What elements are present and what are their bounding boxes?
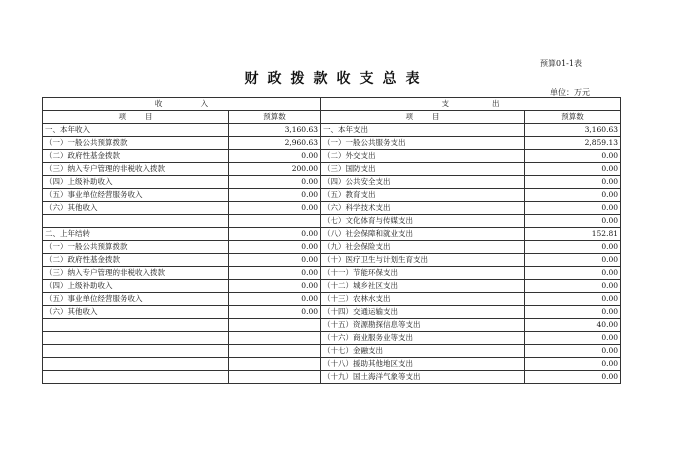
- income-value-cell: [229, 358, 321, 371]
- income-item-cell: [43, 345, 229, 358]
- expense-value-cell: 0.00: [525, 332, 621, 345]
- income-value-cell: 0.00: [229, 267, 321, 280]
- unit-label: 单位：万元: [550, 88, 590, 97]
- table-row: [43, 228, 621, 241]
- table-row: [43, 280, 621, 293]
- expense-item-header: 项 目: [321, 111, 525, 124]
- income-value-cell: [229, 371, 321, 384]
- table-row: [43, 345, 621, 358]
- income-value-cell: 3,160.63: [229, 124, 321, 137]
- income-item-cell: [43, 319, 229, 332]
- table-row: [43, 293, 621, 306]
- expense-item-cell: （五）教育支出: [321, 189, 525, 202]
- table-row: [43, 124, 621, 137]
- expense-value-cell: 0.00: [525, 358, 621, 371]
- income-item-cell: [43, 371, 229, 384]
- expense-item-cell: （十六）商业服务业等支出: [321, 332, 525, 345]
- expense-item-cell: （九）社会保险支出: [321, 241, 525, 254]
- budget-table: [42, 97, 621, 384]
- income-header: 收 入: [43, 98, 321, 111]
- expense-value-cell: 0.00: [525, 176, 621, 189]
- income-item-cell: （一）一般公共预算拨款: [43, 241, 229, 254]
- expense-item-cell: （十八）援助其他地区支出: [321, 358, 525, 371]
- income-item-cell: （三）纳入专户管理的非税收入拨款: [43, 267, 229, 280]
- income-value-cell: 0.00: [229, 241, 321, 254]
- table-row: [43, 371, 621, 384]
- income-value-cell: 2,960.63: [229, 137, 321, 150]
- expense-item-cell: （十五）资源勘探信息等支出: [321, 319, 525, 332]
- expense-value-cell: 152.81: [525, 228, 621, 241]
- form-code: 预算01-1表: [540, 59, 582, 68]
- income-value-cell: 0.00: [229, 228, 321, 241]
- expense-value-cell: 0.00: [525, 345, 621, 358]
- expense-value-cell: 0.00: [525, 280, 621, 293]
- table-row: [43, 163, 621, 176]
- expense-budget-header: 预算数: [525, 111, 621, 124]
- income-value-cell: 200.00: [229, 163, 321, 176]
- expense-item-cell: （三）国防支出: [321, 163, 525, 176]
- expense-item-cell: （十二）城乡社区支出: [321, 280, 525, 293]
- expense-item-cell: （六）科学技术支出: [321, 202, 525, 215]
- expense-value-cell: 0.00: [525, 293, 621, 306]
- expense-item-cell: （十）医疗卫生与计划生育支出: [321, 254, 525, 267]
- income-item-cell: [43, 358, 229, 371]
- table-section-header: [43, 98, 621, 111]
- expense-item-cell: （二）外交支出: [321, 150, 525, 163]
- table-row: [43, 215, 621, 228]
- expense-item-cell: （八）社会保障和就业支出: [321, 228, 525, 241]
- income-item-cell: （三）纳入专户管理的非税收入拨款: [43, 163, 229, 176]
- income-value-cell: [229, 215, 321, 228]
- table-row: [43, 306, 621, 319]
- page-title: 财政拨款收支总表: [244, 71, 429, 87]
- income-item-cell: 一、本年收入: [43, 124, 229, 137]
- income-item-cell: （二）政府性基金拨款: [43, 150, 229, 163]
- expense-item-cell: （十七）金融支出: [321, 345, 525, 358]
- income-item-cell: （五）事业单位经营服务收入: [43, 189, 229, 202]
- income-value-cell: [229, 345, 321, 358]
- income-item-cell: （六）其他收入: [43, 306, 229, 319]
- income-item-cell: （二）政府性基金拨款: [43, 254, 229, 267]
- income-item-cell: 二、上年结转: [43, 228, 229, 241]
- table-row: [43, 267, 621, 280]
- income-item-cell: （四）上级补助收入: [43, 280, 229, 293]
- expense-value-cell: 3,160.63: [525, 124, 621, 137]
- expense-header: 支 出: [321, 98, 621, 111]
- table-row: [43, 176, 621, 189]
- income-value-cell: 0.00: [229, 293, 321, 306]
- table-row: [43, 319, 621, 332]
- expense-value-cell: 0.00: [525, 150, 621, 163]
- income-item-header: 项 目: [43, 111, 229, 124]
- income-item-cell: [43, 332, 229, 345]
- table-row: [43, 254, 621, 267]
- expense-value-cell: 0.00: [525, 371, 621, 384]
- table-row: [43, 241, 621, 254]
- income-item-cell: [43, 215, 229, 228]
- income-item-cell: （四）上级补助收入: [43, 176, 229, 189]
- income-value-cell: [229, 332, 321, 345]
- table-row: [43, 332, 621, 345]
- expense-value-cell: 0.00: [525, 202, 621, 215]
- income-value-cell: 0.00: [229, 306, 321, 319]
- expense-value-cell: 0.00: [525, 254, 621, 267]
- income-value-cell: 0.00: [229, 150, 321, 163]
- table-row: [43, 150, 621, 163]
- table-column-header: [43, 111, 621, 124]
- income-value-cell: 0.00: [229, 280, 321, 293]
- table-row: [43, 137, 621, 150]
- income-item-cell: （五）事业单位经营服务收入: [43, 293, 229, 306]
- expense-value-cell: 0.00: [525, 267, 621, 280]
- income-budget-header: 预算数: [229, 111, 321, 124]
- expense-value-cell: 2,859.13: [525, 137, 621, 150]
- expense-item-cell: （十四）交通运输支出: [321, 306, 525, 319]
- expense-value-cell: 0.00: [525, 306, 621, 319]
- expense-value-cell: 0.00: [525, 215, 621, 228]
- expense-value-cell: 0.00: [525, 163, 621, 176]
- expense-item-cell: （七）文化体育与传媒支出: [321, 215, 525, 228]
- expense-value-cell: 0.00: [525, 189, 621, 202]
- expense-value-cell: 40.00: [525, 319, 621, 332]
- expense-item-cell: （四）公共安全支出: [321, 176, 525, 189]
- income-value-cell: 0.00: [229, 202, 321, 215]
- table-row: [43, 202, 621, 215]
- expense-item-cell: 一、本年支出: [321, 124, 525, 137]
- income-value-cell: 0.00: [229, 189, 321, 202]
- expense-value-cell: 0.00: [525, 241, 621, 254]
- income-value-cell: 0.00: [229, 176, 321, 189]
- income-value-cell: [229, 319, 321, 332]
- expense-item-cell: （一）一般公共服务支出: [321, 137, 525, 150]
- table-row: [43, 358, 621, 371]
- expense-item-cell: （十三）农林水支出: [321, 293, 525, 306]
- income-value-cell: 0.00: [229, 254, 321, 267]
- expense-item-cell: （十九）国土海洋气象等支出: [321, 371, 525, 384]
- income-item-cell: （六）其他收入: [43, 202, 229, 215]
- income-item-cell: （一）一般公共预算拨款: [43, 137, 229, 150]
- expense-item-cell: （十一）节能环保支出: [321, 267, 525, 280]
- table-row: [43, 189, 621, 202]
